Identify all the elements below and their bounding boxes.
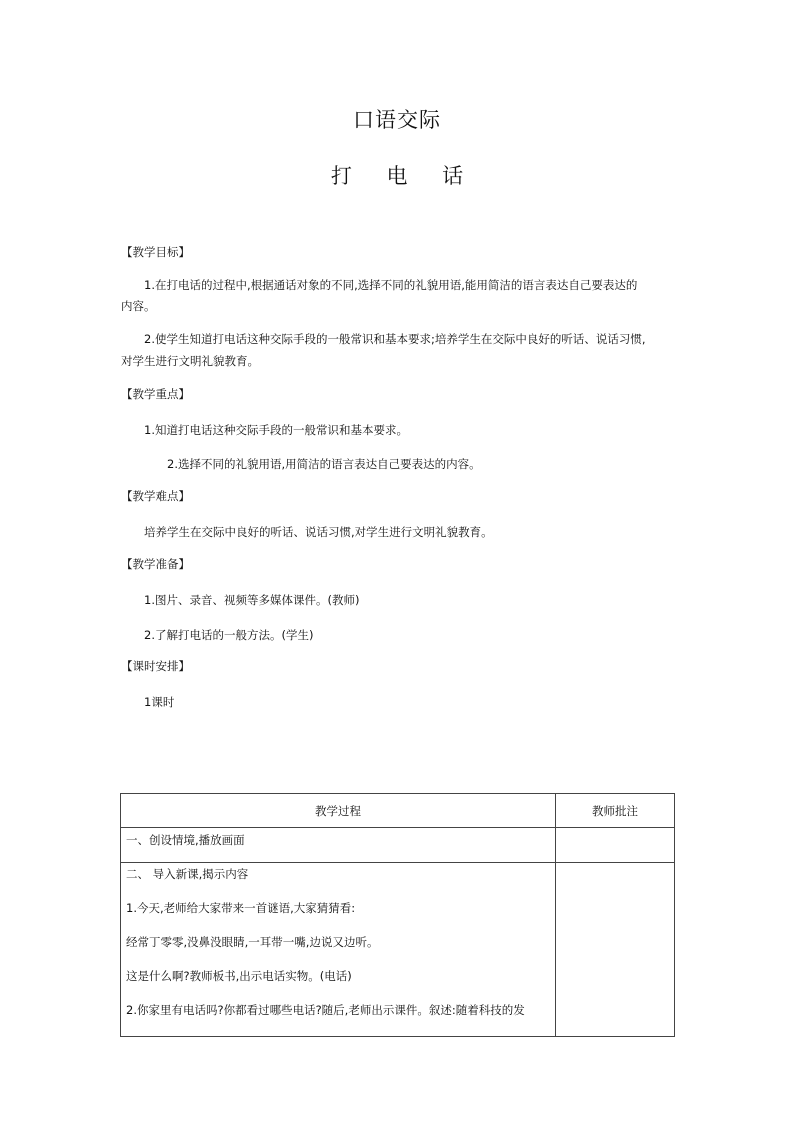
process-line: 1.今天,老师给大家带来一首谜语,大家猜猜看: bbox=[126, 901, 356, 915]
goal-item-2-line-2: 对学生进行文明礼貌教育。 bbox=[121, 354, 259, 368]
schedule-item-1: 1课时 bbox=[144, 695, 175, 709]
preparation-item-2: 2.了解打电话的一般方法。(学生) bbox=[144, 628, 314, 642]
goal-item-2-line-1: 2.使学生知道打电话这种交际手段的一般常识和基本要求;培养学生在交际中良好的听话、说话习惯, bbox=[144, 332, 646, 346]
table-header-row bbox=[121, 794, 675, 828]
key-point-item-1: 1.知道打电话这种交际手段的一般常识和基本要求。 bbox=[144, 423, 408, 437]
process-line: 2.你家里有电话吗?你都看过哪些电话?随后,老师出示课件。叙述:随着科技的发 bbox=[126, 1003, 525, 1017]
process-line: 经常丁零零,没鼻没眼睛,一耳带一嘴,边说又边听。 bbox=[126, 935, 379, 949]
section-heading-goals: 【教学目标】 bbox=[121, 245, 190, 259]
page-subtitle: 打 电 话 bbox=[330, 164, 478, 188]
table-cell-notes bbox=[556, 828, 675, 863]
table-row bbox=[121, 863, 675, 1037]
table-cell-process bbox=[121, 863, 556, 1037]
table-cell-process: 一、创设情境,播放画面 bbox=[121, 828, 556, 863]
preparation-item-1: 1.图片、录音、视频等多媒体课件。(教师) bbox=[144, 593, 360, 607]
process-line: 这是什么啊?教师板书,出示电话实物。(电话) bbox=[126, 969, 352, 983]
section-heading-difficulties: 【教学难点】 bbox=[121, 489, 190, 503]
process-line: 二、 导入新课,揭示内容 bbox=[126, 867, 249, 881]
lesson-process-table bbox=[120, 793, 675, 1037]
table-cell-notes bbox=[556, 863, 675, 1037]
section-heading-key-points: 【教学重点】 bbox=[121, 387, 190, 401]
difficulty-item-1: 培养学生在交际中良好的听话、说话习惯,对学生进行文明礼貌教育。 bbox=[144, 525, 493, 539]
key-point-item-2: 2.选择不同的礼貌用语,用简洁的语言表达自己要表达的内容。 bbox=[167, 457, 481, 471]
goal-item-1-line-2: 内容。 bbox=[121, 299, 156, 313]
table-header-process: 教学过程 bbox=[121, 794, 556, 828]
page-title: 口语交际 bbox=[353, 108, 441, 132]
table-row bbox=[121, 828, 675, 863]
section-heading-schedule: 【课时安排】 bbox=[121, 659, 190, 673]
section-heading-preparation: 【教学准备】 bbox=[121, 557, 190, 571]
table-header-notes: 教师批注 bbox=[556, 794, 675, 828]
goal-item-1-line-1: 1.在打电话的过程中,根据通话对象的不同,选择不同的礼貌用语,能用简洁的语言表达自己要表达的 bbox=[144, 278, 638, 292]
